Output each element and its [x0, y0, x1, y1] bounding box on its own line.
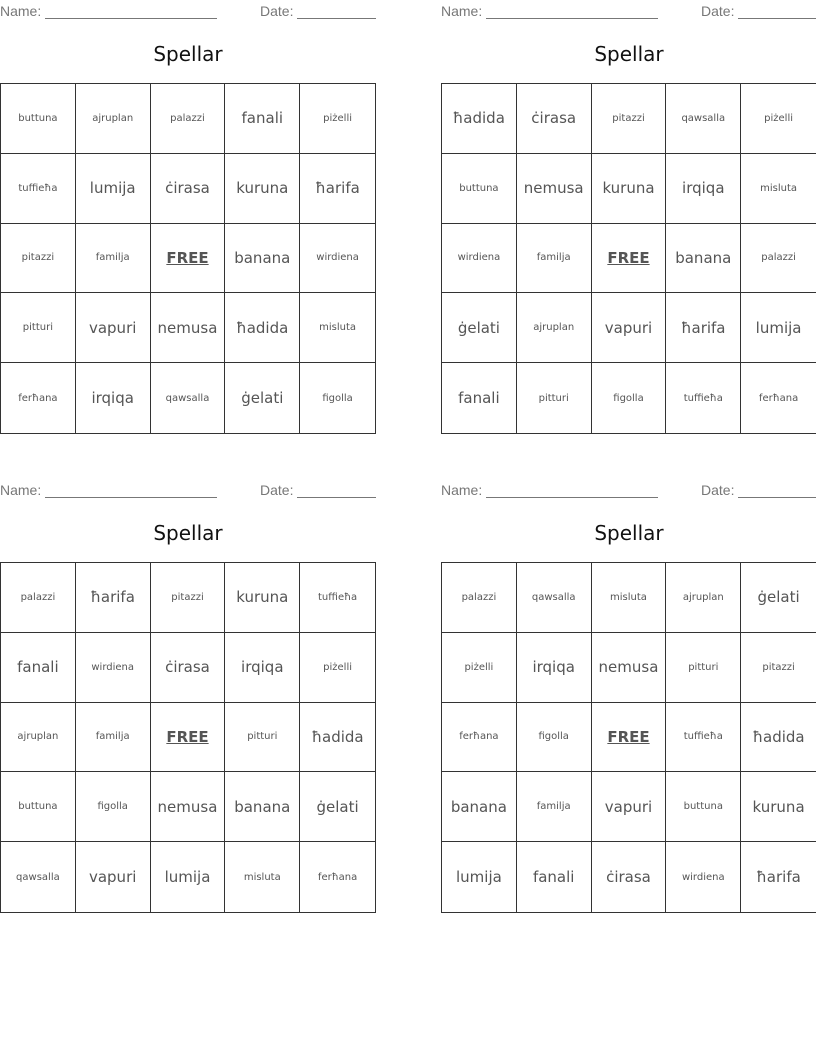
- bingo-cell: pitazzi: [592, 84, 667, 154]
- bingo-cell: piżelli: [741, 84, 816, 154]
- bingo-cell: irqiqa: [225, 633, 300, 703]
- bingo-cell: piżelli: [442, 633, 517, 703]
- bingo-cell: ferħana: [1, 363, 76, 433]
- bingo-cell: wirdiena: [666, 842, 741, 912]
- bingo-cell: figolla: [76, 772, 151, 842]
- name-line[interactable]: [486, 497, 658, 498]
- bingo-cell: buttuna: [442, 154, 517, 224]
- card-title: Spellar: [153, 521, 223, 545]
- name-date-header: [0, 3, 376, 19]
- date-line[interactable]: [297, 497, 376, 498]
- bingo-cell: palazzi: [151, 84, 226, 154]
- bingo-grid: [0, 83, 376, 434]
- card-title: Spellar: [153, 42, 223, 66]
- name-label: Name:: [0, 482, 42, 498]
- bingo-cell: ħarifa: [666, 293, 741, 363]
- date-line[interactable]: [297, 18, 376, 19]
- date-line[interactable]: [738, 18, 816, 19]
- bingo-cell: tuffieħa: [1, 154, 76, 224]
- name-date-header: [441, 482, 816, 498]
- bingo-cell: banana: [666, 224, 741, 294]
- bingo-cell: ferħana: [758, 392, 799, 404]
- bingo-cell: wirdiena: [442, 224, 517, 294]
- bingo-cell: kuruna: [592, 154, 667, 224]
- bingo-cell: wirdiena: [76, 633, 151, 703]
- bingo-cell: fanali: [442, 363, 517, 433]
- bingo-cell: qawsalla: [1, 842, 76, 912]
- bingo-cell: ġelati: [741, 563, 816, 633]
- bingo-cell: vapuri: [592, 293, 667, 363]
- bingo-cell: misluta: [741, 154, 816, 224]
- free-space: FREE: [592, 224, 667, 294]
- bingo-cell: misluta: [300, 293, 375, 363]
- bingo-cell: pitturi: [1, 293, 76, 363]
- bingo-cell: ajruplan: [76, 84, 151, 154]
- bingo-cell: ġelati: [300, 772, 375, 842]
- bingo-cell: figolla: [592, 363, 667, 433]
- bingo-cell: buttuna: [1, 84, 76, 154]
- name-line[interactable]: [486, 18, 658, 19]
- name-label: Name:: [0, 3, 42, 19]
- bingo-cell: buttuna: [666, 772, 741, 842]
- bingo-cell: familja: [517, 772, 592, 842]
- bingo-cell: lumija: [151, 842, 226, 912]
- bingo-cell: familja: [76, 703, 151, 773]
- date-label: Date:: [701, 3, 735, 19]
- bingo-cell: ħadida: [300, 703, 375, 773]
- bingo-cell: irqiqa: [666, 154, 741, 224]
- bingo-cell: tuffieħa: [666, 703, 741, 773]
- bingo-cell: nemusa: [151, 293, 226, 363]
- bingo-cell: nemusa: [151, 772, 226, 842]
- bingo-cell: pitturi: [225, 703, 300, 773]
- bingo-cell: familja: [517, 224, 592, 294]
- date-label: Date:: [701, 482, 735, 498]
- bingo-cell: ċirasa: [592, 842, 667, 912]
- bingo-cell: ċirasa: [151, 633, 226, 703]
- bingo-cell: ajruplan: [666, 563, 741, 633]
- bingo-cell: ħarifa: [300, 154, 375, 224]
- bingo-cell: fanali: [1, 633, 76, 703]
- bingo-cell: piżelli: [300, 84, 375, 154]
- name-line[interactable]: [45, 497, 217, 498]
- bingo-cell: banana: [225, 772, 300, 842]
- name-label: Name:: [441, 3, 483, 19]
- name-line[interactable]: [45, 18, 217, 19]
- bingo-cell: misluta: [592, 563, 667, 633]
- bingo-cell: kuruna: [225, 154, 300, 224]
- bingo-cell: figolla: [517, 703, 592, 773]
- bingo-cell: ġelati: [225, 363, 300, 433]
- bingo-cell: irqiqa: [517, 633, 592, 703]
- bingo-cell: qawsalla: [666, 84, 741, 154]
- bingo-cell: ferħana: [317, 871, 358, 883]
- bingo-cell: lumija: [442, 842, 517, 912]
- bingo-cell: ġelati: [442, 293, 517, 363]
- bingo-cell: pitazzi: [1, 224, 76, 294]
- name-date-header: [0, 482, 376, 498]
- free-space: FREE: [151, 224, 226, 294]
- date-label: Date:: [260, 3, 294, 19]
- bingo-cell: ċirasa: [151, 154, 226, 224]
- date-line[interactable]: [738, 497, 816, 498]
- bingo-cell: ferħana: [442, 703, 517, 773]
- bingo-cell: palazzi: [442, 563, 517, 633]
- free-space: FREE: [592, 703, 667, 773]
- bingo-cell: palazzi: [741, 224, 816, 294]
- bingo-cell: pitturi: [666, 633, 741, 703]
- bingo-grid: [441, 83, 816, 434]
- bingo-grid: [441, 562, 816, 913]
- name-date-header: [441, 3, 816, 19]
- bingo-cell: nemusa: [592, 633, 667, 703]
- date-label: Date:: [260, 482, 294, 498]
- bingo-cell: qawsalla: [151, 363, 226, 433]
- bingo-cell: fanali: [517, 842, 592, 912]
- bingo-cell: familja: [76, 224, 151, 294]
- bingo-cell: palazzi: [1, 563, 76, 633]
- bingo-cell: buttuna: [1, 772, 76, 842]
- bingo-cell: nemusa: [517, 154, 592, 224]
- bingo-cell: banana: [442, 772, 517, 842]
- bingo-cell: misluta: [225, 842, 300, 912]
- bingo-cell: vapuri: [76, 842, 151, 912]
- bingo-cell: vapuri: [592, 772, 667, 842]
- bingo-cell: kuruna: [225, 563, 300, 633]
- bingo-cell: ħadida: [442, 84, 517, 154]
- bingo-cell: lumija: [741, 293, 816, 363]
- bingo-cell: ajruplan: [1, 703, 76, 773]
- bingo-cell: ajruplan: [517, 293, 592, 363]
- bingo-grid: [0, 562, 376, 913]
- bingo-cell: ħarifa: [76, 563, 151, 633]
- bingo-cell: lumija: [76, 154, 151, 224]
- bingo-cell: pitazzi: [741, 633, 816, 703]
- bingo-cell: vapuri: [76, 293, 151, 363]
- bingo-cell: figolla: [322, 392, 353, 404]
- bingo-cell: wirdiena: [300, 224, 375, 294]
- bingo-cell: kuruna: [741, 772, 816, 842]
- bingo-cell: pitturi: [517, 363, 592, 433]
- bingo-cell: ħadida: [225, 293, 300, 363]
- name-label: Name:: [441, 482, 483, 498]
- bingo-cell: tuffieħa: [300, 563, 375, 633]
- bingo-cell: fanali: [225, 84, 300, 154]
- free-space: FREE: [151, 703, 226, 773]
- card-title: Spellar: [594, 42, 664, 66]
- bingo-cell: tuffieħa: [666, 363, 741, 433]
- bingo-cell: ħarifa: [756, 868, 801, 887]
- card-title: Spellar: [594, 521, 664, 545]
- bingo-cell: ħadida: [741, 703, 816, 773]
- bingo-cell: qawsalla: [517, 563, 592, 633]
- bingo-cell: banana: [225, 224, 300, 294]
- bingo-cell: irqiqa: [76, 363, 151, 433]
- bingo-cell: pitazzi: [151, 563, 226, 633]
- bingo-cell: ċirasa: [517, 84, 592, 154]
- bingo-cell: piżelli: [300, 633, 375, 703]
